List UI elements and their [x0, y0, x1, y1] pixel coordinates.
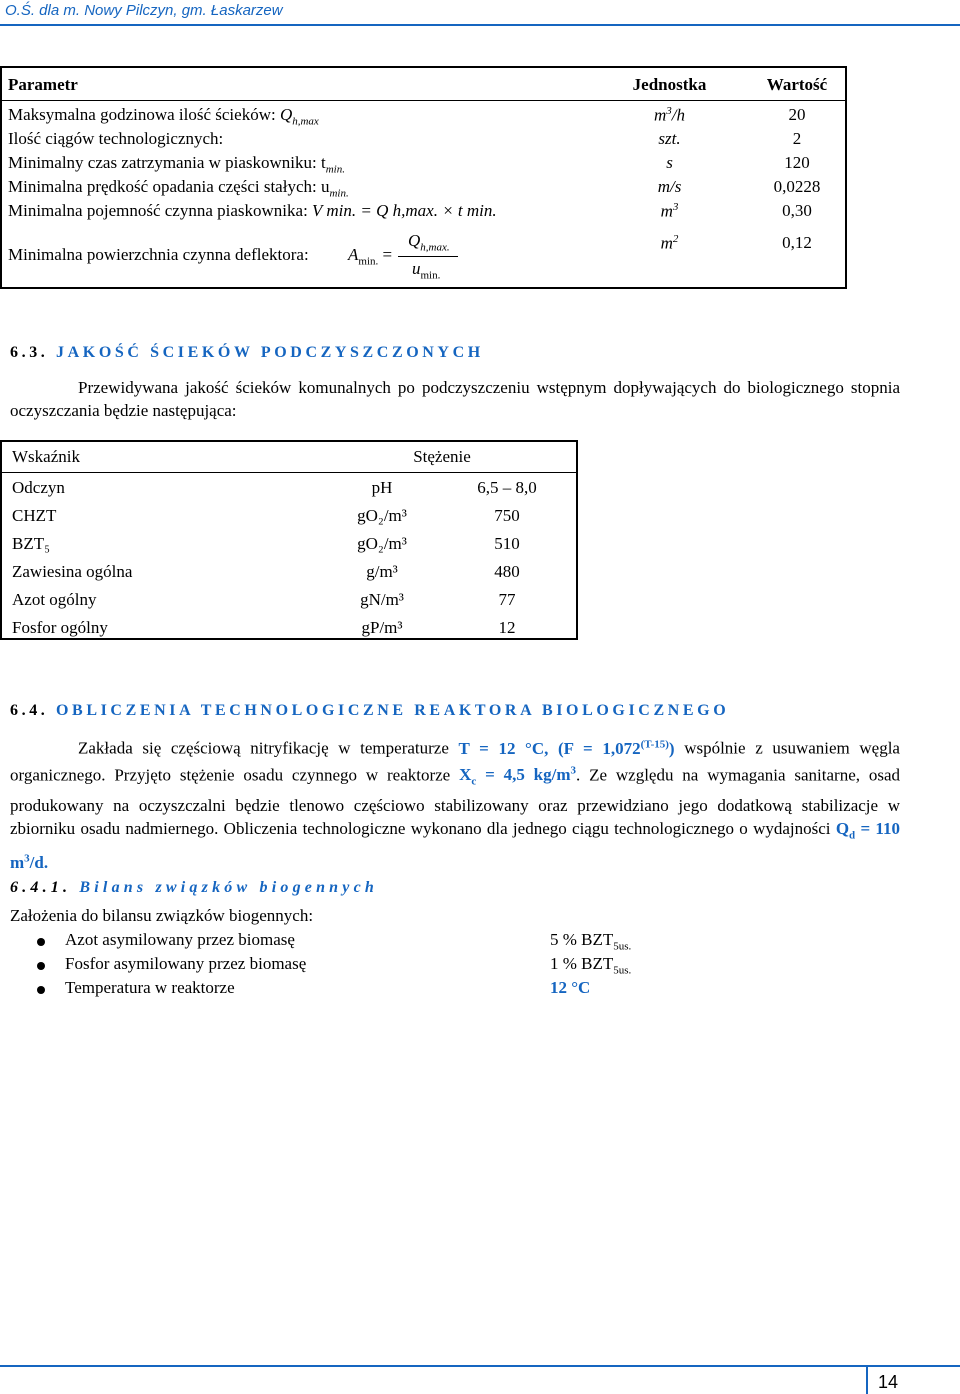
list-intro: Założenia do bilansu związków biogennych: [10, 906, 314, 925]
volume-formula: V min. = Q h,max. × t min. [312, 201, 497, 220]
table-row: BZT₅ gO₂/m³ 510 [12, 534, 520, 553]
param-label: Minimalny czas zatrzymania w piaskowniku: t [8, 153, 326, 172]
parameter-table-header [2, 68, 845, 101]
footer-rule [0, 1365, 960, 1367]
table-row: Fosfor ogólny gP/m³ 12 [12, 618, 516, 637]
table-row: Minimalny czas zatrzymania w piaskowniku: $t_{min.}$ s 120 [2, 149, 845, 173]
parameter-table [0, 66, 847, 289]
section-6-3-paragraph: Przewidywana jakość ścieków komunalnych po podczyszczeniu wstępnym dopływających do biologicznego stopnia oczyszczania będzie następująca: [10, 378, 900, 420]
table-row: Zawiesina ogólna g/m³ 480 [12, 562, 520, 581]
param-value: 2 [792, 129, 802, 148]
section-heading-6-3: 6.3. JAKOŚĆ ŚCIEKÓW PODCZYSZCZONYCH [10, 344, 484, 361]
pollutant-table [0, 440, 578, 640]
table-row: CHZT gO₂/m³ 750 [12, 506, 520, 525]
table-row: Azot ogólny gN/m³ 77 [12, 590, 516, 609]
param-value: 0,0228 [773, 177, 821, 196]
bullet-icon [37, 938, 45, 946]
header-text: O.Ś. dla m. Nowy Pilczyn, gm. Łaskarzew [5, 2, 283, 19]
param-label: Maksymalna godzinowa ilość ścieków: [8, 105, 280, 124]
param-value: 0,12 [782, 233, 812, 252]
area-formula-fraction: $Q_{h,max.}$ $u_{min.}$ [386, 229, 466, 287]
page-header [0, 0, 960, 26]
param-label: Ilość ciągów technologicznych: [8, 129, 224, 148]
bullet-icon [37, 986, 45, 994]
bullet-icon [37, 962, 45, 970]
list-item: Azot asymilowany przez biomasę 5 % $BZT_{5us.}$ [0, 930, 700, 954]
table-row: Minimalna prędkość opadania części stałych: $u_{min.}$ m/s 0,0228 [2, 173, 845, 197]
param-value: 20 [788, 105, 806, 124]
table-row: Ilość ciągów technologicznych: szt. 2 [2, 125, 845, 149]
param-value: 120 [784, 153, 810, 172]
table-row: Maksymalna godzinowa ilość ścieków: $Q_{h,max}$ $m^3/h$ 20 [2, 101, 845, 125]
section-6-4-paragraph: Zakłada się częściową nitryfikację w temperaturze T = 12 °C, $(F = 1,072^{(T-15)})$ wspólnie z usuwaniem węgla organicznego. Przyjęto stężenie osadu czynnego w reaktorze $X_c = 4,5$ $kg/m^3$. Ze względu na wymagania sanitarne, osad produkowany na oczyszczalni będzie tlenowo częściowo stabilizowany oraz przewidziano jego dodatkową stabilizacje w zbiorniku osadu nadmiernego. Obliczenia technologiczne wykonano dla jednego ciągu technologicznego o wydajności $Q_d = 110$ $m^3/d$. [10, 738, 900, 872]
page-number: 14 [878, 1372, 899, 1392]
param-label: Minimalna prędkość opadania części stałych: u [8, 177, 330, 196]
pollutant-table-header: Wskaźnik Stężenie [2, 442, 576, 473]
section-heading-6-4: 6.4. OBLICZENIA TECHNOLOGICZNE REAKTORA BIOLOGICZNEGO [10, 702, 730, 719]
table-row: Minimalna pojemność czynna piaskownika: V min. = Q h,max. × t min. $m^3$ 0,30 [2, 197, 845, 229]
list-item: Fosfor asymilowany przez biomasę 1 % $BZT_{5us.}$ [0, 954, 700, 978]
col-header-value: Wartość [766, 75, 828, 94]
col-header-unit: Jednostka [632, 75, 707, 94]
col-header-param: Parametr [8, 75, 78, 94]
section-heading-6-4-1: 6.4.1. Bilans związków biogennych [10, 879, 378, 896]
table-row: Minimalna powierzchnia czynna deflektora: $A_{min.}$ = $Q_{h,max.}$ $u_{min.}$ $m^2$ 0,12 [2, 229, 845, 287]
param-label: Minimalna pojemność czynna piaskownika: [8, 201, 308, 220]
header-rule [0, 24, 960, 26]
table-row: Odczyn pH 6,5 – 8,0 [12, 478, 537, 497]
list-item: Temperatura w reaktorze 12 °C [0, 978, 700, 1002]
param-value: 0,30 [782, 201, 812, 220]
param-label: Minimalna powierzchnia czynna deflektora: [8, 245, 309, 264]
